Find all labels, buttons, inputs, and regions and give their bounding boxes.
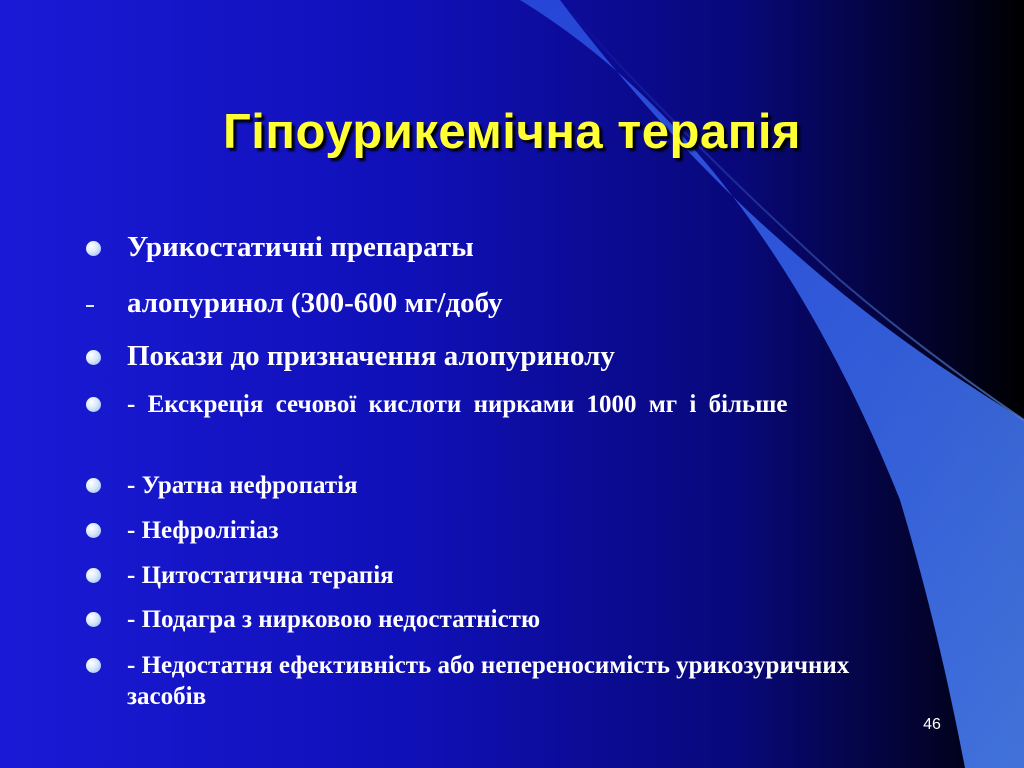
list-item-text: - Подагра з нирковою недостатністю [127,606,541,633]
list-item-text: - Цитостатична терапія [127,562,394,589]
slide-title: Гіпоурикемічна терапія [222,105,802,159]
page-number: 46 [923,716,941,733]
list-item-text: - Нефролітіаз [127,517,279,544]
bullet-dot-icon [86,350,101,365]
bullet-dot-icon [86,523,101,538]
list-item-text: алопуринол (300-600 мг/добу [127,287,503,319]
dash-marker-icon [86,305,94,307]
list-item-text: - Недостатня ефективність або непереносимість урикозуричних засобів [127,652,850,710]
bullet-dot-icon [86,241,101,256]
bullet-dot-icon [86,397,101,412]
list-item-text: Покази до призначення алопуринолу [127,340,615,372]
list-item-text: - Уратна нефропатія [127,472,358,499]
list-item-text: Урикостатичні препараты [127,231,474,263]
bullet-dot-icon [86,568,101,583]
bullet-dot-icon [86,478,101,493]
bullet-dot-icon [86,612,101,627]
list-item-text: - Екскреція сечової кислоти нирками 1000 мг і більше [127,391,788,418]
bullet-dot-icon [86,658,101,673]
